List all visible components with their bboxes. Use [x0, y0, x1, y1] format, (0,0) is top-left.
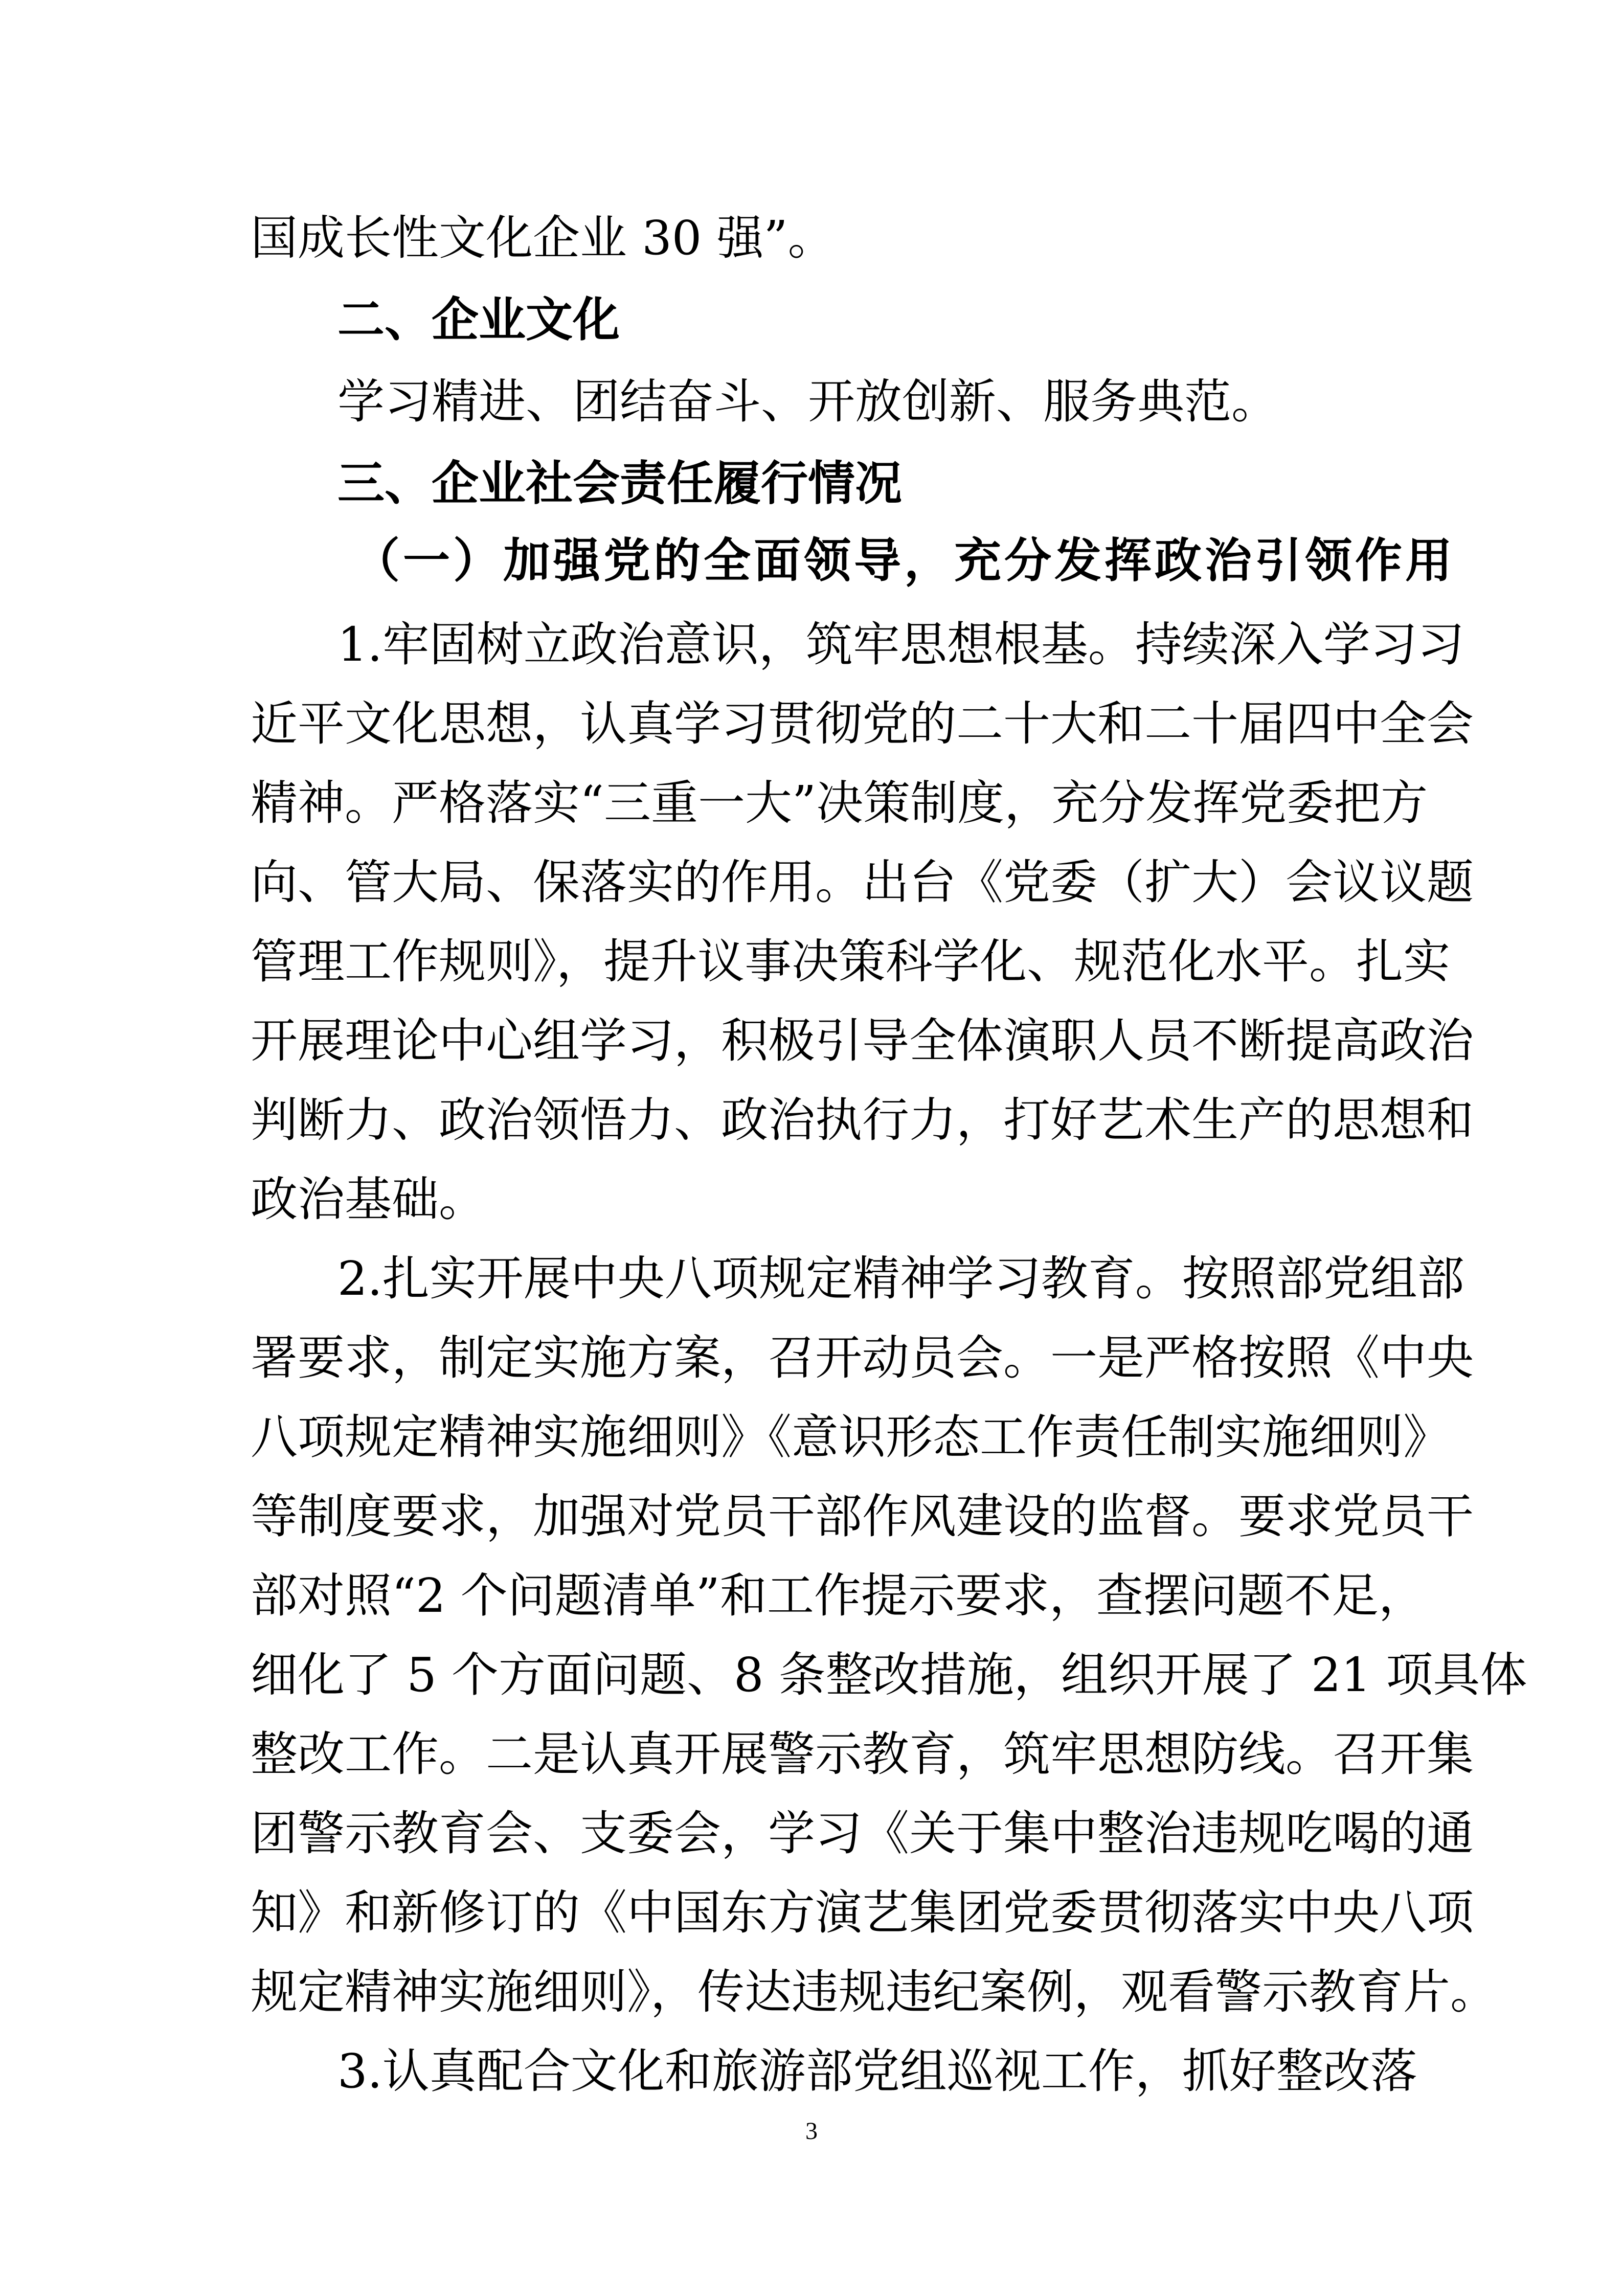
paragraph-line: 管理工作规则》，提升议事决策科学化、规范化水平。扎实 — [251, 934, 1451, 989]
paragraph-line: 知》和新修订的《中国东方演艺集团党委贯彻落实中央八项 — [251, 1885, 1474, 1940]
paragraph-line: 细化了 5 个方面问题、8 条整改措施，组织开展了 21 项具体 — [251, 1648, 1527, 1702]
paragraph-line: 团警示教育会、支委会，学习《关于集中整治违规吃喝的通 — [251, 1806, 1474, 1861]
paragraph-line: 规定精神实施细则》，传达违规违纪案例，观看警示教育片。 — [251, 1965, 1498, 2019]
paragraph-line: 2.扎实开展中央八项规定精神学习教育。按照部党组部 — [337, 1251, 1464, 1306]
paragraph-line: 八项规定精神实施细则》《意识形态工作责任制实施细则》 — [251, 1410, 1451, 1465]
paragraph-line: 向、管大局、保落实的作用。出台《党委（扩大）会议议题 — [251, 855, 1474, 910]
paragraph-line: 国成长性文化企业 30 强”。 — [251, 211, 835, 265]
page-number: 3 — [805, 2118, 818, 2145]
paragraph-line: 等制度要求，加强对党员干部作风建设的监督。要求党员干 — [251, 1489, 1474, 1544]
paragraph-line: 近平文化思想，认真学习贯彻党的二十大和二十届四中全会 — [251, 696, 1474, 751]
section-heading: 三、企业社会责任履行情况 — [337, 456, 903, 511]
paragraph-line: 署要求，制定实施方案，召开动员会。一是严格按照《中央 — [251, 1331, 1474, 1385]
paragraph-line: 政治基础。 — [251, 1172, 486, 1227]
section-heading: 二、企业文化 — [337, 292, 620, 347]
subsection-heading: （一）加强党的全面领导，充分发挥政治引领作用 — [353, 533, 1456, 588]
paragraph-line: 开展理论中心组学习，积极引导全体演职人员不断提高政治 — [251, 1014, 1474, 1068]
paragraph-line: 精神。严格落实“三重一大”决策制度，充分发挥党委把方 — [251, 776, 1428, 830]
paragraph-line: 整改工作。二是认真开展警示教育，筑牢思想防线。召开集 — [251, 1727, 1474, 1782]
paragraph-line: 判断力、政治领悟力、政治执行力，打好艺术生产的思想和 — [251, 1093, 1474, 1147]
paragraph-line: 学习精进、团结奋斗、开放创新、服务典范。 — [337, 374, 1279, 429]
paragraph-line: 3.认真配合文化和旅游部党组巡视工作，抓好整改落 — [337, 2044, 1417, 2099]
paragraph-line: 1.牢固树立政治意识，筑牢思想根基。持续深入学习习 — [337, 617, 1464, 672]
paragraph-line: 部对照“2 个问题清单”和工作提示要求，查摆问题不足， — [251, 1568, 1426, 1623]
